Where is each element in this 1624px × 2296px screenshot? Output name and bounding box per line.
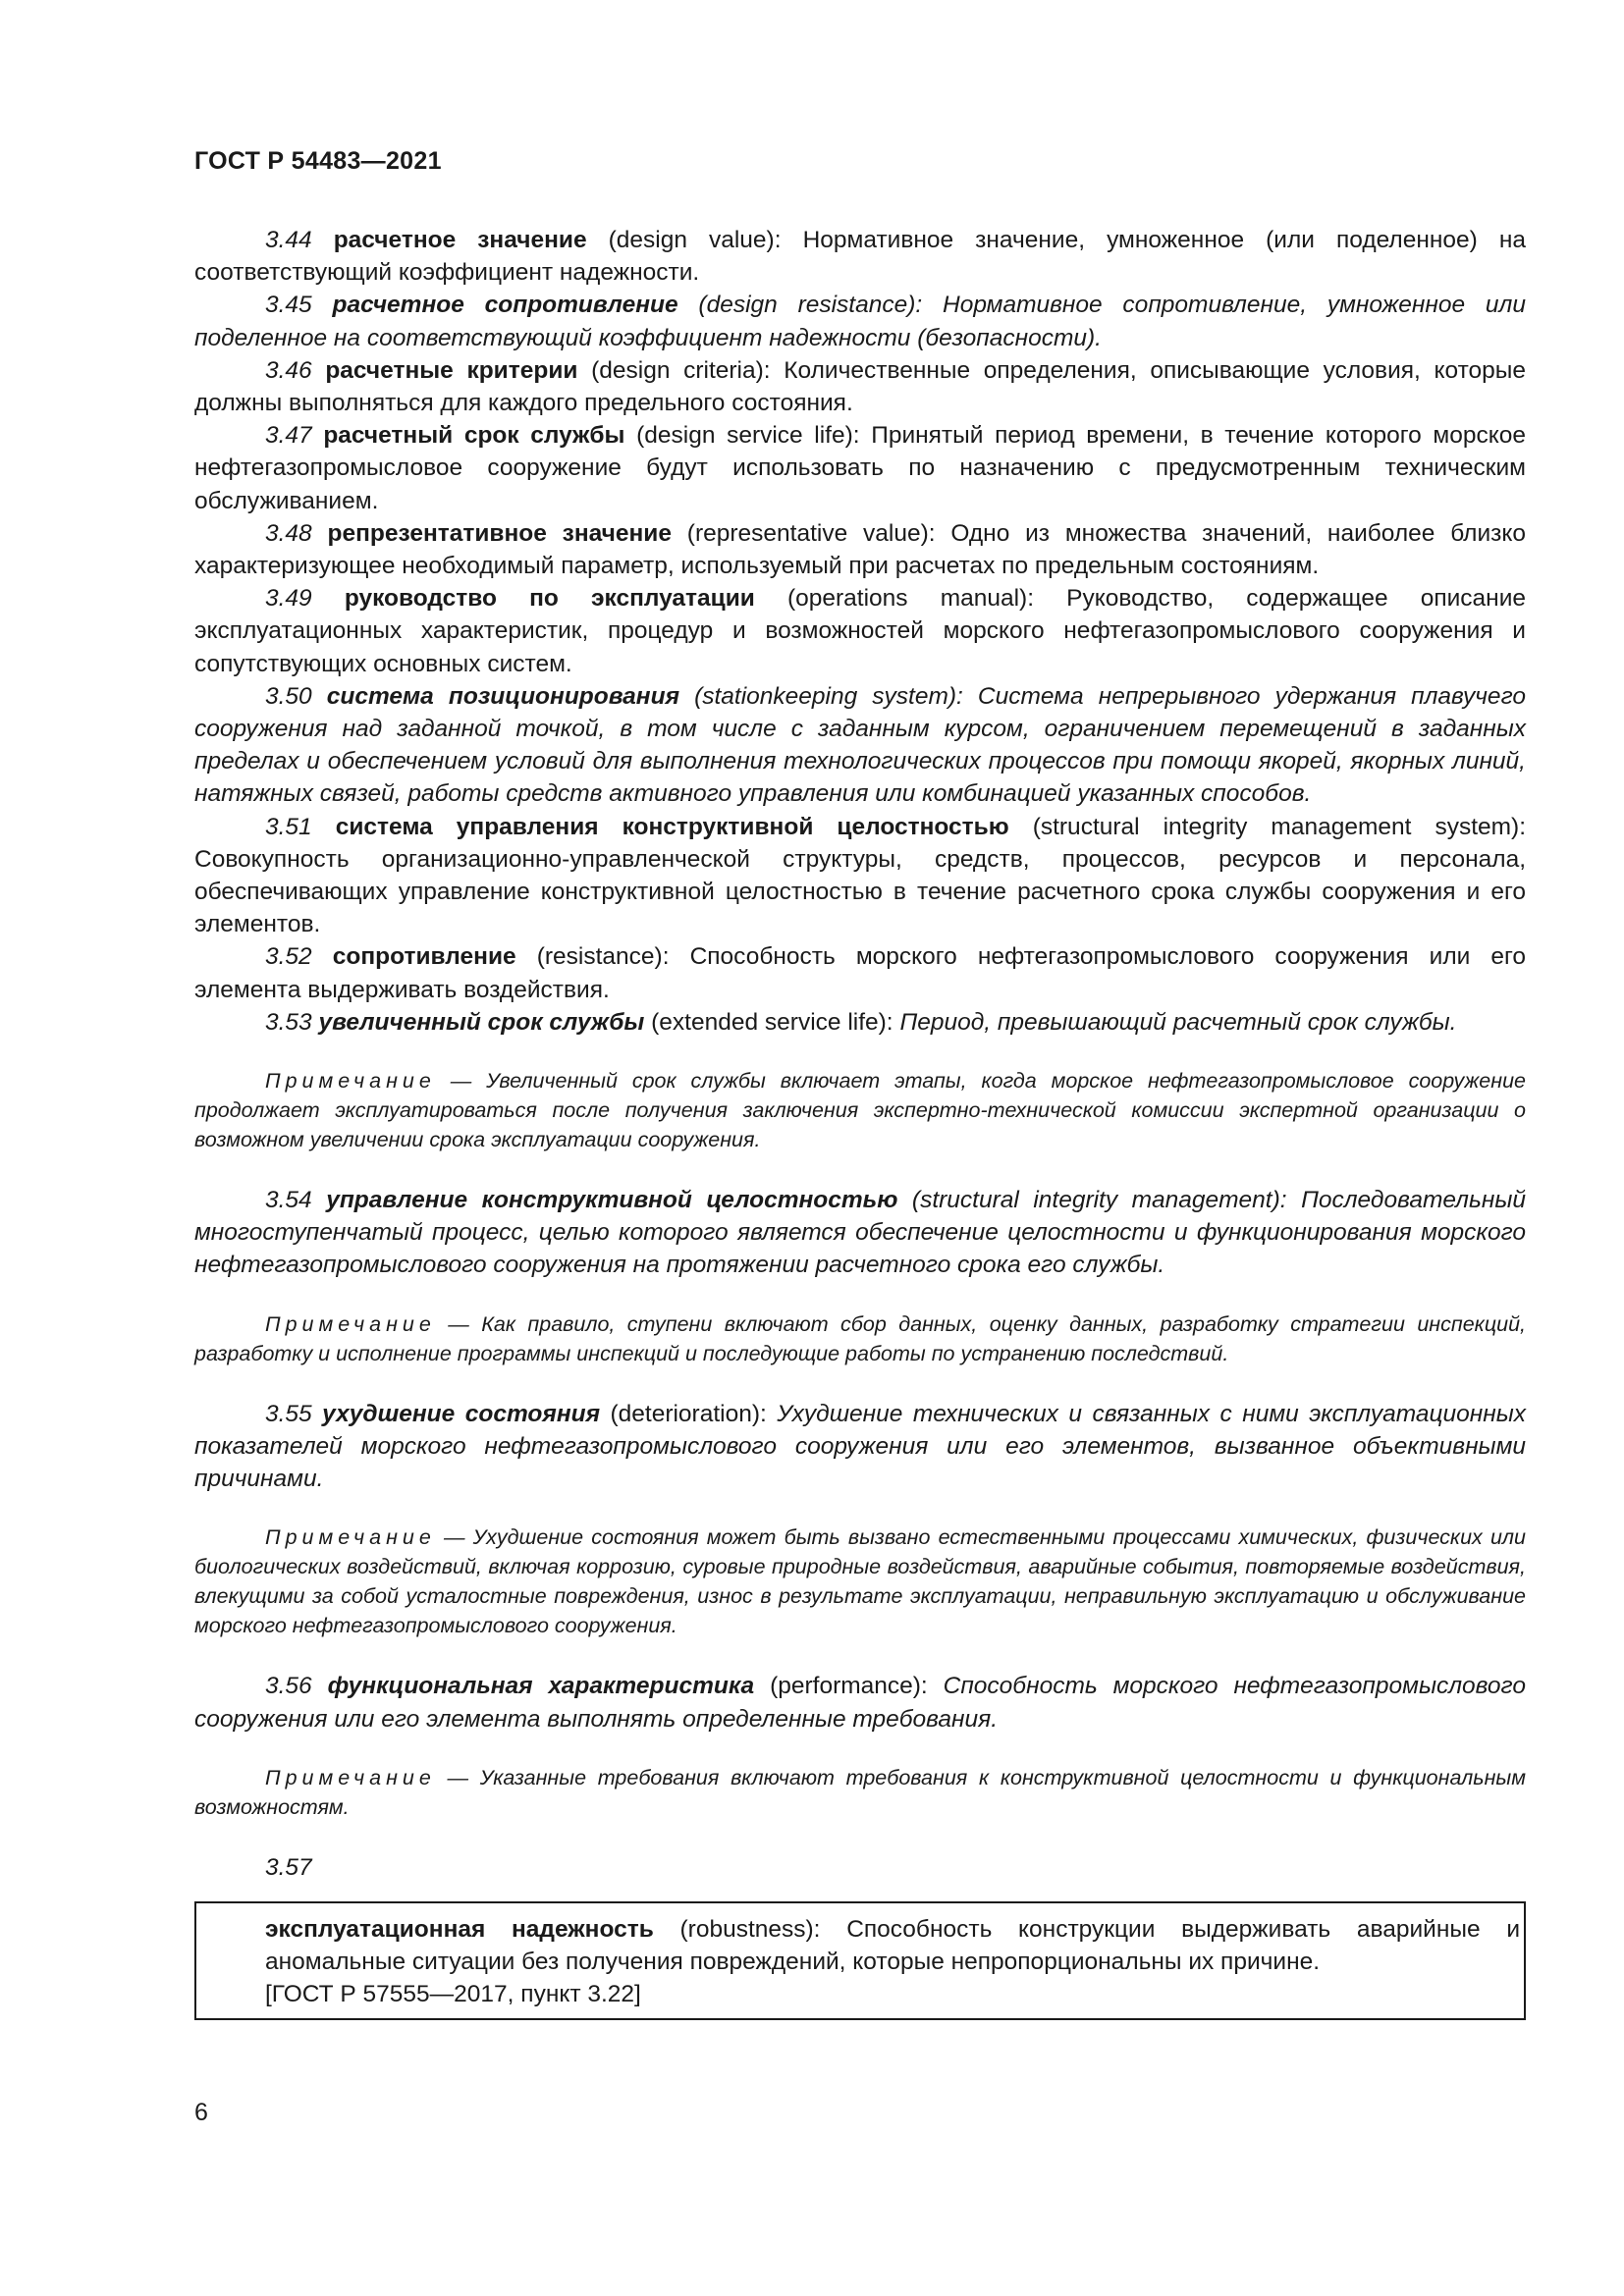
term-definition: Период, превышающий расчетный срок службы. — [899, 1008, 1457, 1036]
page-number: 6 — [194, 2099, 208, 2126]
term-3-47 — [194, 419, 1526, 517]
term-number: 3.52 — [265, 943, 312, 971]
term-3-53 — [194, 1006, 1526, 1039]
note-text: — Указанные требования включают требования к конструктивной целостности и функциональным возможностям. — [194, 1765, 1526, 1819]
term-number: 3.44 — [265, 227, 312, 253]
term-definition: Способность конструкции выдерживать аварийные и аномальные ситуации без получения повреждений, которые непропорциональны их причине. — [265, 1915, 1521, 1975]
term-definition: Способность морского нефтегазопромыслового сооружения или его элемента выполнять определенные требования. — [194, 1673, 1526, 1733]
term-definition: Руководство, содержащее описание эксплуатационных характеристик, процедур и возможностей морского нефтегазопромыслового сооружения и сопутствующих основных систем. — [194, 585, 1527, 677]
term-3-44 — [194, 224, 1526, 289]
note-label: Примечание — [265, 1525, 436, 1550]
term-number: 3.46 — [265, 356, 312, 384]
term-name: ухудшение состояния — [322, 1400, 601, 1427]
term-definition: Принятый период времени, в течение которого морское нефтегазопромысловое сооружение будут использовать по назначению с предусмотренным техническим обслуживанием. — [194, 422, 1527, 514]
term-english: (design resistance): — [698, 292, 923, 319]
term-name: эксплуатационная надежность — [265, 1915, 654, 1943]
term-name: руководство по эксплуатации — [344, 585, 755, 613]
term-number: 3.54 — [265, 1187, 312, 1214]
term-3-57-box — [194, 1901, 1526, 2021]
term-3-50 — [194, 680, 1526, 811]
term-definition: Одно из множества значений, наиболее близко характеризующее необходимый параметр, используемый при расчетах по предельным состояниям. — [194, 519, 1526, 580]
term-number: 3.47 — [265, 422, 312, 450]
note-3-54 — [194, 1309, 1526, 1368]
term-3-56 — [194, 1670, 1526, 1735]
term-english: (representative value): — [686, 519, 936, 547]
term-definition: Ухудшение технических и связанных с ними эксплуатационных показателей морского нефтегазопромыслового сооружения или его элементов, вызванное объективными причинами. — [194, 1400, 1526, 1493]
term-definition: Нормативное сопротивление, умноженное или поделенное на соответствующий коэффициент надежности (безопасности). — [194, 292, 1526, 351]
term-name: расчетное сопротивление — [332, 292, 678, 319]
term-number: 3.45 — [265, 292, 312, 319]
document-header: ГОСТ Р 54483—2021 — [194, 147, 442, 175]
term-name: управление конструктивной целостностью — [326, 1187, 898, 1214]
term-number-3-57: 3.57 — [265, 1853, 312, 1881]
term-name: репрезентативное значение — [327, 519, 672, 547]
note-text: — Увеличенный срок службы включает этапы, когда морское нефтегазопромысловое сооружение продолжает эксплуатироваться после получения заключения экспертно-технической комиссии экспертной организации о возможном увеличении срока эксплуатации сооружения. — [194, 1069, 1526, 1152]
term-number: 3.53 — [265, 1008, 312, 1036]
term-reference: [ГОСТ Р 57555—2017, пункт 3.22] — [265, 1981, 641, 2008]
term-name: увеличенный срок службы — [318, 1008, 645, 1036]
term-definition: Совокупность организационно-управленческой структуры, средств, процессов, ресурсов и персонала, обеспечивающих управление конструктивной целостностью в течение расчетного срока службы сооружения и его элементов. — [194, 845, 1526, 938]
term-3-54 — [194, 1184, 1526, 1282]
term-3-46 — [194, 354, 1526, 419]
term-english: (robustness): — [679, 1915, 821, 1943]
term-english: (extended service life): — [651, 1008, 893, 1036]
term-english: (structural integrity management): — [911, 1187, 1287, 1214]
term-name: система управления конструктивной целостностью — [335, 813, 1009, 840]
term-3-51 — [194, 811, 1526, 941]
term-3-55 — [194, 1398, 1526, 1496]
term-name: расчетные критерии — [325, 356, 578, 384]
term-definition: Нормативное значение, умноженное (или поделенное) на соответствующий коэффициент надежности. — [194, 227, 1527, 287]
term-name: функциональная характеристика — [327, 1673, 755, 1700]
note-3-53 — [194, 1066, 1526, 1154]
term-english: (design service life): — [636, 422, 860, 450]
term-number: 3.56 — [265, 1673, 312, 1700]
term-number: 3.51 — [265, 813, 312, 840]
term-definition: Последовательный многоступенчатый процесс, целью которого является обеспечение целостности и функционирования морского нефтегазопромыслового сооружения на протяжении расчетного срока его службы. — [194, 1187, 1527, 1279]
note-text: — Ухудшение состояния может быть вызвано естественными процессами химических, физических или биологических воздействий, включая коррозию, суровые природные воздействия, аварийные события, повторяемые воздействия, влекущими за собой усталостные повреждения, износ в результате эксплуатации, неправильную эксплуатацию и обслуживание морского нефтегазопромыслового сооружения. — [194, 1525, 1526, 1638]
note-label: Примечание — [265, 1069, 436, 1094]
term-english: (performance): — [770, 1673, 928, 1700]
term-english: (operations manual): — [786, 585, 1035, 613]
note-3-55 — [194, 1522, 1526, 1640]
term-name: сопротивление — [332, 943, 516, 971]
note-label: Примечание — [265, 1765, 436, 1789]
term-definition: Способность морского нефтегазопромыслового сооружения или его элемента выдерживать воздействия. — [194, 943, 1527, 1003]
note-text: — Как правило, ступени включают сбор данных, оценку данных, разработку стратегии инспекций, разработку и исполнение программы инспекций и последующие работы по устранению последствий. — [194, 1311, 1526, 1365]
term-english: (design value): — [608, 227, 782, 253]
term-name: система позиционирования — [326, 682, 680, 710]
term-3-48 — [194, 517, 1526, 582]
term-number: 3.49 — [265, 585, 312, 613]
term-english: (design criteria): — [591, 356, 771, 384]
term-number: 3.55 — [265, 1400, 312, 1427]
term-3-45 — [194, 289, 1526, 353]
term-english: (resistance): — [536, 943, 670, 971]
note-label: Примечание — [265, 1311, 436, 1336]
document-body — [194, 224, 1526, 2020]
term-english: (stationkeeping system): — [694, 682, 963, 710]
term-3-52 — [194, 940, 1526, 1005]
term-3-57-text — [265, 1913, 1520, 1978]
term-3-49 — [194, 582, 1526, 680]
term-number: 3.50 — [265, 682, 312, 710]
term-english: (structural integrity management system): — [1032, 813, 1527, 840]
term-number: 3.48 — [265, 519, 312, 547]
term-english: (deterioration): — [610, 1400, 767, 1427]
term-name: расчетное значение — [333, 227, 587, 253]
term-name: расчетный срок службы — [323, 422, 625, 450]
term-definition: Система непрерывного удержания плавучего сооружения над заданной точкой, в том числе с заданным курсом, ограничением перемещений в заданных пределах и обеспечением условий для выполнения технологических процессов при помощи якорей, якорных линий, натяжных связей, работы средств активного управления или комбинацией указанных способов. — [194, 682, 1526, 808]
note-3-56 — [194, 1763, 1526, 1822]
term-definition: Количественные определения, описывающие условия, которые должны выполняться для каждого предельного состояния. — [194, 356, 1526, 417]
